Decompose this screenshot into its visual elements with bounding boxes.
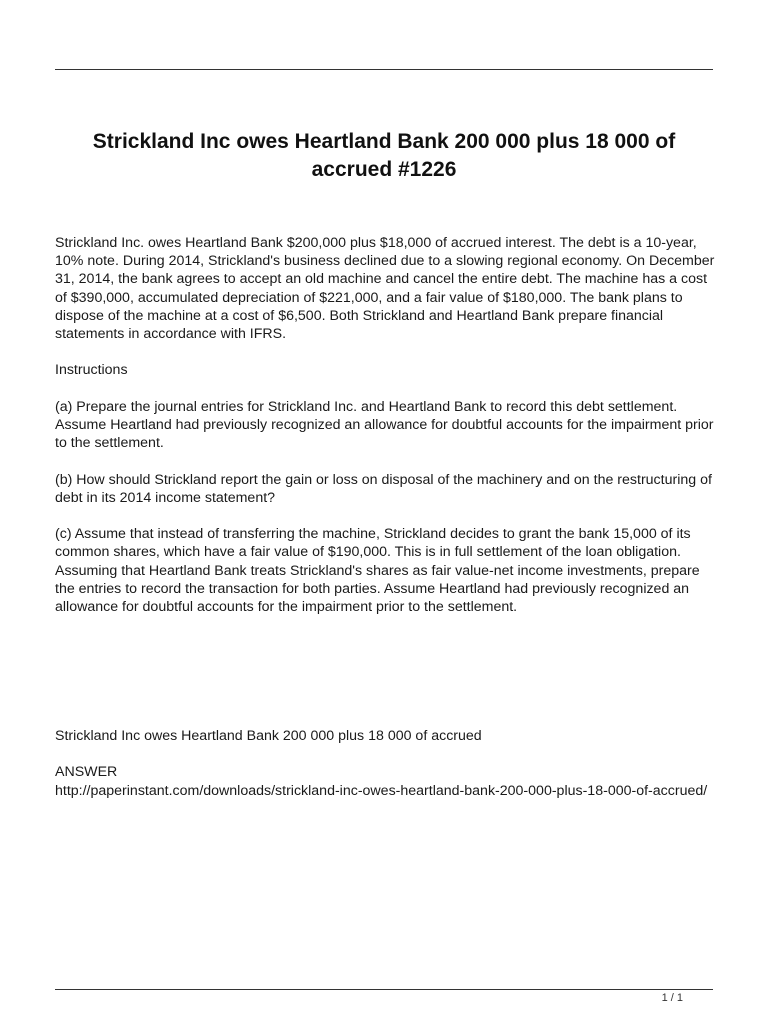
header-divider — [55, 69, 713, 70]
instructions-heading: Instructions — [55, 362, 128, 379]
instruction-b: (b) How should Strickland report the gain or loss on disposal of the machinery and on the restructuring of debt in its 2014 income statement? — [55, 471, 712, 506]
document-title: Strickland Inc owes Heartland Bank 200 000 plus 18 000 of accrued #1226 — [92, 130, 676, 181]
footer-divider — [55, 989, 713, 990]
instruction-c: (c) Assume that instead of transferring the machine, Strickland decides to grant the bank 15,000 of its common shares, which have a fair value of $190,000. This is in full settlement of the loan obligation. Assuming that Heartland Bank treats Strickland's shares as fair value-net income investments, prepare the entries to record the transaction for both parties. Assume Heartland had previously recognized an allowance for doubtful accounts for the impairment prior to the settlement. — [55, 526, 700, 615]
answer-section — [55, 727, 715, 800]
reference-title: Strickland Inc owes Heartland Bank 200 000 plus 18 000 of accrued — [55, 728, 482, 744]
instruction-a: (a) Prepare the journal entries for Strickland Inc. and Heartland Bank to record this debt settlement. Assume Heartland had previously recognized an allowance for doubtful accounts for the impairment prior to the settlement. — [55, 398, 714, 452]
intro-paragraph: Strickland Inc. owes Heartland Bank $200,000 plus $18,000 of accrued interest. The debt is a 10-year, 10% note. During 2014, Strickland's business declined due to a slowing regional economy. On December 31, 2014, the bank agrees to accept an old machine and cancel the entire debt. The machine has a cost of $390,000, accumulated depreciation of $221,000, and a fair value of $180,000. The bank plans to dispose of the machine at a cost of $6,500. Both Strickland and Heartland Bank prepare financial statements in accordance with IFRS. — [55, 235, 715, 343]
page-indicator: 1 / 1 — [661, 992, 683, 1004]
answer-label: ANSWER — [55, 764, 118, 781]
document-body — [55, 234, 715, 634]
answer-link[interactable]: http://paperinstant.com/downloads/strickland-inc-owes-heartland-bank-200-000-plus-18-000-of-accrued/ — [55, 782, 708, 799]
